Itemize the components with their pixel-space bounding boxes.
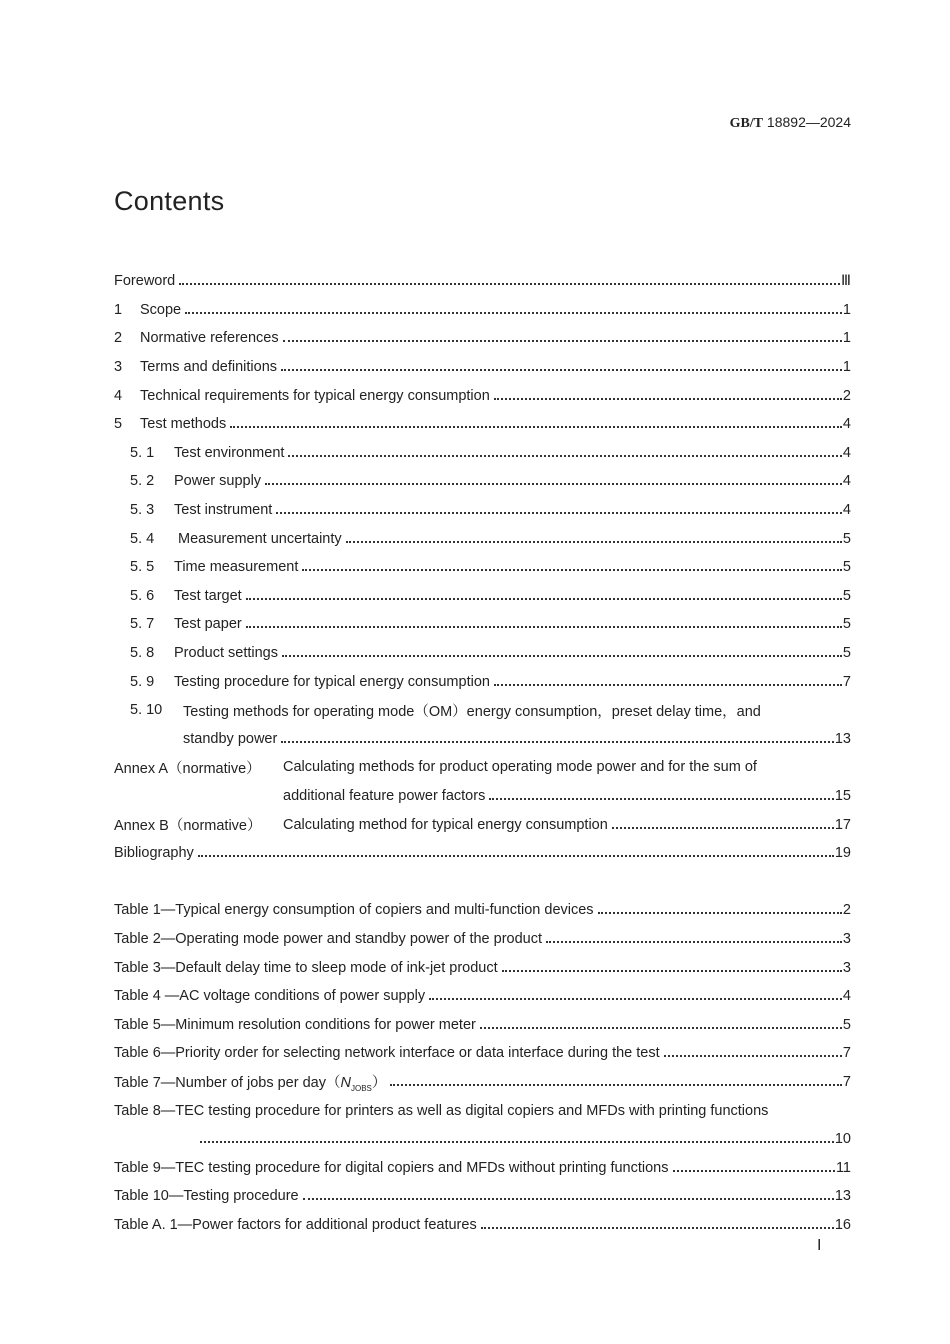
dot-leader (281, 741, 834, 743)
toc-entry-annex-b[interactable] (114, 810, 851, 839)
toc-entry-number: 4 (114, 387, 123, 404)
dot-leader (179, 283, 840, 285)
dot-leader (429, 998, 842, 1000)
toc-entry-5-2[interactable] (114, 467, 851, 496)
toc-entry-page: 17 (834, 816, 851, 833)
toc-entry-page: 7 (842, 673, 851, 690)
toc-entry-title: Test instrument (174, 502, 273, 519)
table-entry-page: 10 (834, 1131, 851, 1148)
dot-leader (276, 512, 842, 514)
table-entry-title: Table A. 1—Power factors for additional product features (114, 1216, 477, 1233)
dot-leader (246, 626, 842, 628)
toc-entry-section-1[interactable] (114, 296, 851, 325)
toc-entry-title: Test methods (140, 416, 227, 433)
toc-entry-title-continued: additional feature power factors (283, 787, 486, 804)
toc-entry-section-4[interactable] (114, 381, 851, 410)
toc-entry-5-1[interactable] (114, 439, 851, 468)
toc-entry-annex-a[interactable] (114, 753, 851, 782)
toc-entry-page: 4 (842, 502, 851, 519)
annex-label: Annex B（normative） (114, 818, 262, 835)
standard-number: 18892—2024 (766, 114, 851, 130)
toc-entry-page: Ⅲ (841, 272, 851, 289)
table-entry-page: 16 (834, 1216, 851, 1233)
toc-entry-page: 4 (842, 444, 851, 461)
dot-leader (480, 1027, 842, 1029)
toc-entry-5-10[interactable] (114, 696, 851, 725)
table-entry-title: Table 3—Default delay time to sleep mode of ink-jet product (114, 959, 498, 976)
toc-entry-foreword[interactable] (114, 267, 851, 296)
toc-entry-5-7[interactable] (114, 610, 851, 639)
toc-entry-number: 5. 10 (130, 702, 163, 719)
dot-leader (598, 912, 842, 914)
dot-leader (185, 312, 842, 314)
toc-entry-annex-a-continuation[interactable] (114, 782, 851, 811)
table-entry-title (114, 1071, 386, 1093)
toc-entry-title: Measurement uncertainty (174, 530, 342, 547)
dot-leader (198, 855, 834, 857)
table-title-prefix: Table 7—Number of jobs per day（ (114, 1074, 341, 1091)
table-entry-title: Table 5—Minimum resolution conditions for power meter (114, 1016, 476, 1033)
table-of-contents (114, 267, 851, 1239)
toc-table-3[interactable] (114, 953, 851, 982)
page-title: Contents (114, 186, 225, 216)
dot-leader (230, 426, 842, 428)
toc-entry-page: 2 (842, 387, 851, 404)
toc-entry-number: 5. 3 (130, 502, 155, 519)
toc-table-5[interactable] (114, 1010, 851, 1039)
dot-leader (346, 541, 842, 543)
table-title-suffix: ） (371, 1074, 387, 1091)
table-entry-page: 3 (842, 959, 851, 976)
toc-entry-page: 4 (842, 473, 851, 490)
section-spacer (114, 867, 851, 896)
table-entry-title: Table 6—Priority order for selecting network interface or data interface during the test (114, 1045, 660, 1062)
toc-entry-title: Power supply (174, 473, 262, 490)
toc-entry-5-5[interactable] (114, 553, 851, 582)
toc-entry-title: Terms and definitions (140, 359, 278, 376)
toc-entry-number: 5. 4 (130, 530, 155, 547)
toc-entry-title: Scope (140, 301, 182, 318)
toc-table-8-continuation[interactable] (114, 1125, 851, 1154)
toc-entry-title-continued: standby power (183, 730, 278, 747)
table-entry-page: 3 (842, 930, 851, 947)
dot-leader (673, 1170, 835, 1172)
toc-entry-title: Foreword (114, 273, 176, 290)
toc-entry-section-3[interactable] (114, 353, 851, 382)
page-number: Ⅰ (817, 1238, 822, 1254)
toc-entry-title: Calculating method for typical energy consumption (283, 816, 608, 833)
toc-entry-5-3[interactable] (114, 496, 851, 525)
toc-table-10[interactable] (114, 1182, 851, 1211)
dot-leader (612, 827, 834, 829)
table-entry-title: Table 1—Typical energy consumption of copiers and multi-function devices (114, 902, 594, 919)
toc-entry-title: Test environment (174, 444, 285, 461)
toc-table-4[interactable] (114, 982, 851, 1011)
toc-entry-page: 19 (834, 845, 851, 862)
toc-entry-page: 13 (834, 730, 851, 747)
toc-entry-number: 5. 7 (130, 616, 155, 633)
table-entry-page: 7 (842, 1073, 851, 1090)
dot-leader (282, 655, 842, 657)
annex-label: Annex A（normative） (114, 760, 261, 777)
toc-entry-number: 5. 1 (130, 444, 155, 461)
dot-leader (489, 798, 834, 800)
dot-leader (265, 483, 842, 485)
toc-entry-title: Bibliography (114, 845, 194, 862)
toc-entry-page: 5 (842, 645, 851, 662)
toc-entry-5-4[interactable] (114, 524, 851, 553)
dot-leader (288, 455, 842, 457)
toc-entry-5-8[interactable] (114, 639, 851, 668)
table-entry-title: Table 4 —AC voltage conditions of power supply (114, 988, 426, 1005)
toc-entry-number: 5. 8 (130, 645, 155, 662)
dot-leader (200, 1141, 834, 1143)
toc-entry-title: Product settings (174, 645, 278, 662)
dot-leader (246, 598, 842, 600)
toc-table-1[interactable] (114, 896, 851, 925)
table-entry-page: 4 (842, 988, 851, 1005)
toc-entry-number: 2 (114, 330, 123, 347)
toc-entry-bibliography[interactable] (114, 839, 851, 868)
toc-table-6[interactable] (114, 1039, 851, 1068)
toc-entry-page: 5 (842, 530, 851, 547)
document-code (730, 114, 851, 132)
dot-leader (283, 340, 842, 342)
toc-entry-5-6[interactable] (114, 582, 851, 611)
table-entry-title: Table 9—TEC testing procedure for digital copiers and MFDs without printing functions (114, 1159, 669, 1176)
toc-table-7[interactable] (114, 1068, 851, 1097)
jobs-symbol: N (340, 1074, 351, 1091)
toc-entry-number: 5. 6 (130, 587, 155, 604)
toc-entry-section-5[interactable] (114, 410, 851, 439)
dot-leader (281, 369, 842, 371)
toc-entry-page: 1 (842, 301, 851, 318)
table-entry-page: 2 (842, 902, 851, 919)
toc-entry-number: 5. 2 (130, 473, 155, 490)
toc-entry-title: Test paper (174, 616, 242, 633)
toc-entry-number: 1 (114, 301, 123, 318)
standard-prefix: GB/T (729, 116, 764, 131)
dot-leader (546, 941, 842, 943)
toc-entry-page: 5 (842, 559, 851, 576)
toc-entry-page: 1 (842, 330, 851, 347)
toc-table-9[interactable] (114, 1153, 851, 1182)
dot-leader (664, 1055, 842, 1057)
toc-entry-number: 5. 5 (130, 559, 155, 576)
toc-entry-title: Normative references (140, 330, 279, 347)
dot-leader (390, 1084, 842, 1086)
jobs-subscript: JOBS (350, 1083, 372, 1093)
toc-entry-page: 5 (842, 587, 851, 604)
toc-entry-title: Calculating methods for product operating mode power and for the sum of (283, 759, 757, 776)
toc-entry-title: Testing methods for operating mode（OM）energy consumption，preset delay time，and (183, 703, 761, 720)
table-entry-page: 13 (834, 1188, 851, 1205)
table-entry-page: 5 (842, 1016, 851, 1033)
dot-leader (502, 970, 842, 972)
toc-entry-number: 5 (114, 416, 123, 433)
table-entry-title: Table 10—Testing procedure (114, 1188, 299, 1205)
dot-leader (494, 398, 842, 400)
toc-table-2[interactable] (114, 925, 851, 954)
toc-entry-page: 15 (834, 787, 851, 804)
toc-entry-title: Test target (174, 587, 242, 604)
toc-entry-page: 1 (842, 359, 851, 376)
toc-entry-5-9[interactable] (114, 667, 851, 696)
toc-entry-title: Technical requirements for typical energy consumption (140, 387, 490, 404)
table-entry-page: 7 (842, 1045, 851, 1062)
table-entry-title: Table 2—Operating mode power and standby power of the product (114, 930, 543, 947)
toc-table-a1[interactable] (114, 1211, 851, 1240)
dot-leader (494, 684, 842, 686)
toc-entry-number: 5. 9 (130, 673, 155, 690)
toc-entry-number: 3 (114, 359, 123, 376)
table-entry-page: 11 (835, 1159, 851, 1176)
toc-entry-page: 4 (842, 416, 851, 433)
toc-table-8[interactable] (114, 1096, 851, 1125)
toc-entry-title: Time measurement (174, 559, 299, 576)
toc-entry-page: 5 (842, 616, 851, 633)
dot-leader (481, 1227, 834, 1229)
toc-entry-section-2[interactable] (114, 324, 851, 353)
dot-leader (303, 1198, 834, 1200)
dot-leader (302, 569, 842, 571)
toc-entry-title: Testing procedure for typical energy consumption (174, 673, 490, 690)
table-entry-title: Table 8—TEC testing procedure for printers as well as digital copiers and MFDs with printing functions (114, 1102, 769, 1119)
toc-entry-5-10-continuation[interactable] (114, 725, 851, 754)
